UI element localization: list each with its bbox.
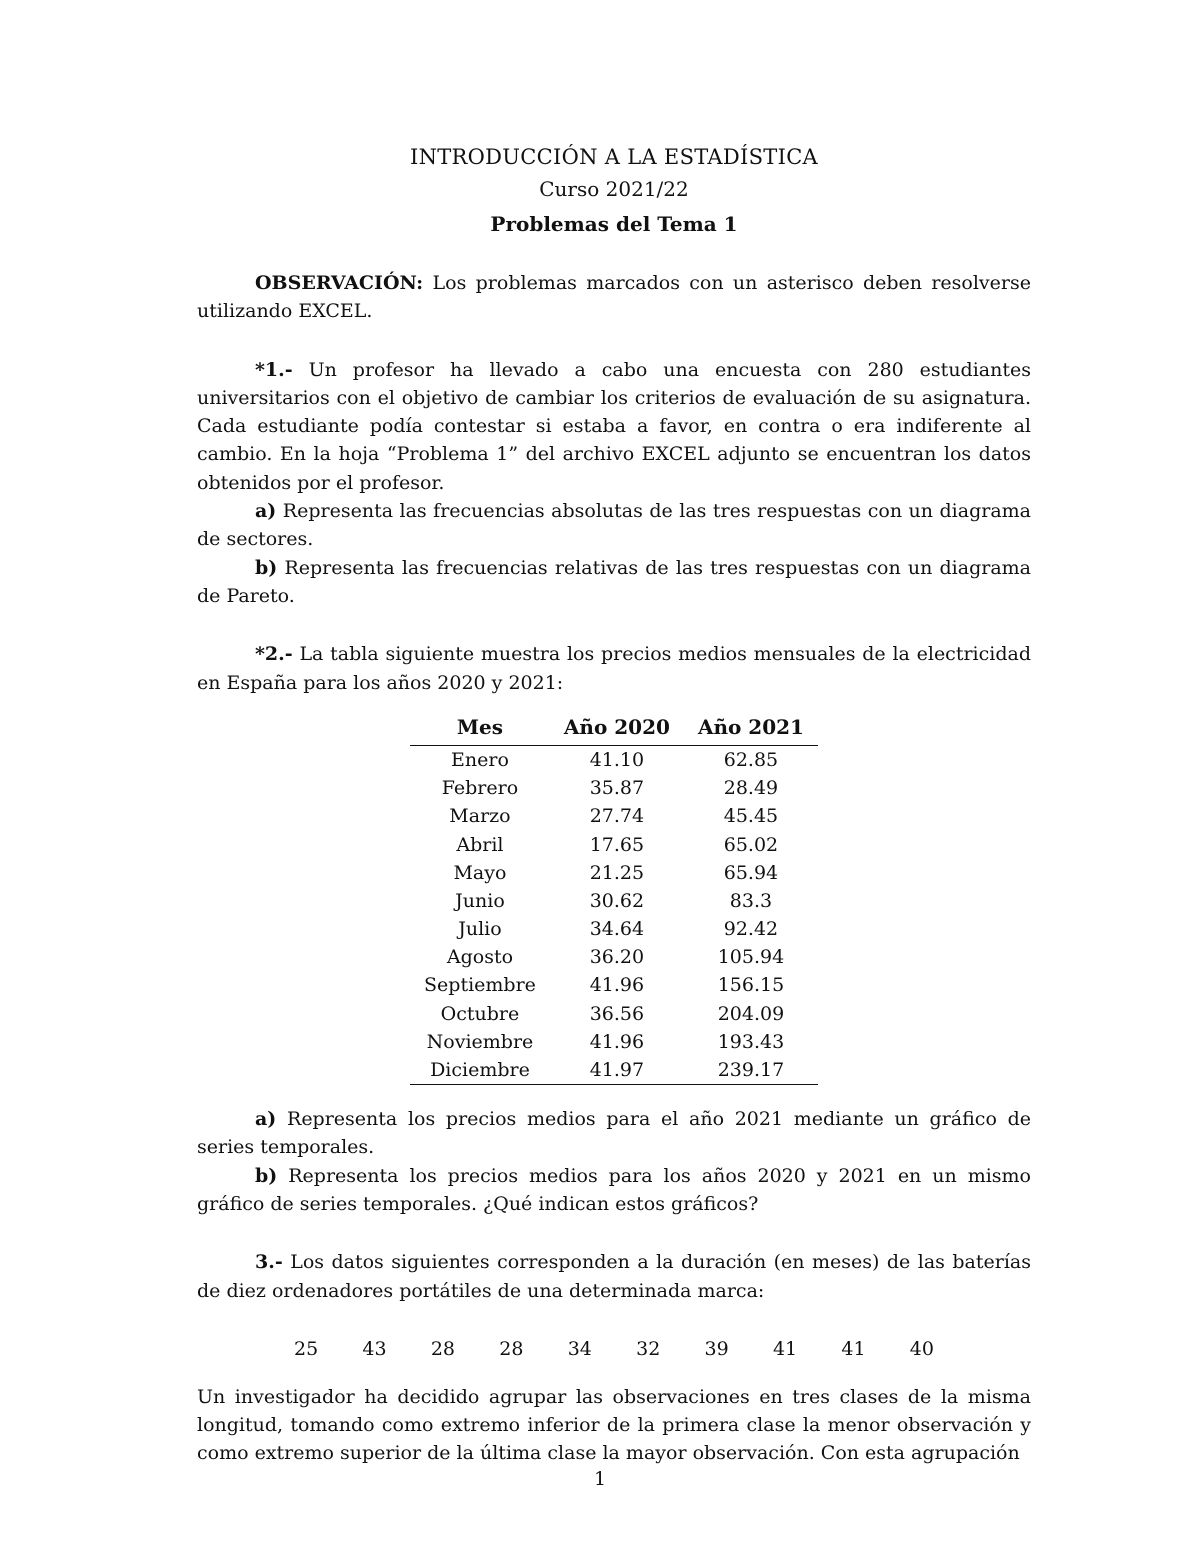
month-cell: Enero [451,748,509,771]
price-2020-cell: 36.20 [589,946,645,969]
price-2020-cell: 41.96 [589,974,645,997]
price-2021-cell: 92.42 [723,918,779,941]
month-cell: Julio [458,918,502,941]
observation-label: OBSERVACIÓN: [255,272,424,294]
problem-2-part-a [197,1105,1031,1162]
month-cell: Septiembre [424,974,536,997]
table-row [410,971,818,999]
month-cell: Febrero [441,777,519,800]
price-2021-cell: 156.15 [717,974,785,997]
problem-2-b-label: b) [255,1164,278,1187]
problem-3-text: Los datos siguientes corresponden a la duración (en meses) de las baterías de diez ordenadores portátiles de una determinada marca: [197,1251,1031,1302]
price-2021-cell: 83.3 [729,889,773,912]
price-2020-cell: 21.25 [589,861,645,884]
price-2020-cell: 41.97 [550,1056,684,1085]
problem-2-a-text: Representa los precios medios para el año 2021 mediante un gráfico de series temporales. [197,1108,1031,1159]
data-value: 43 [362,1337,387,1360]
month-cell: Marzo [449,805,511,828]
price-2021-cell: 45.45 [723,805,779,828]
month-cell: Junio [455,889,505,912]
data-value: 32 [636,1337,661,1360]
month-cell: Octubre [440,1002,520,1025]
month-cell: Noviembre [426,1030,534,1053]
price-2021-cell: 193.43 [717,1030,785,1053]
course-label: Curso 2021/22 [539,177,689,201]
price-2020-cell: 34.64 [589,918,645,941]
problem-2-b-text: Representa los precios medios para los años 2020 y 2021 en un mismo gráfico de series temporales. ¿Qué indican estos gráficos? [197,1164,1031,1215]
table-row [410,887,818,915]
problem-2-statement [197,640,1031,697]
problem-1-statement [197,356,1031,497]
page-number: 1 [593,1468,607,1490]
header-year-2021: Año 2021 [684,711,818,746]
data-value: 41 [772,1337,798,1360]
table-row [410,1000,818,1028]
table-row [410,1028,818,1056]
document-subtitle: Problemas del Tema 1 [490,212,738,236]
observation-text: Los problemas marcados con un asterisco deben resolverse utilizando EXCEL. [197,272,1031,323]
price-2020-cell: 30.62 [589,889,645,912]
month-cell: Agosto [446,946,514,969]
price-2021-cell: 62.85 [723,748,779,771]
table-row [410,915,818,943]
problem-1-text: Un profesor ha llevado a cabo una encuesta con 280 estudiantes universitarios con el objetivo de cambiar los criterios de evaluación de su asignatura. Cada estudiante podía contestar si estaba a favor, en contra o era indiferente al cambio. En la hoja “Problema 1” del archivo EXCEL adjunto se encuentran los datos obtenidos por el profesor. [197,358,1031,494]
data-value: 28 [430,1337,456,1360]
price-2021-cell: 105.94 [717,946,785,969]
problem-3-label: 3.- [255,1251,283,1274]
table-row [410,943,818,971]
table-row [410,745,818,774]
table-row [410,830,818,858]
data-value: 41 [841,1337,866,1360]
problem-1-part-b [197,554,1031,611]
table-row [410,1056,818,1085]
problem-1-label: *1.- [255,358,293,381]
data-value: 28 [499,1337,524,1360]
problem-2-label: *2.- [255,643,293,666]
price-2021-cell: 204.09 [717,1002,785,1025]
price-2021-cell: 65.94 [723,861,779,884]
problem-1-a-text: Representa las frecuencias absolutas de las tres respuestas con un diagrama de sectores. [197,500,1031,551]
data-value: 34 [567,1337,592,1360]
month-cell: Mayo [453,861,507,884]
problem-2-part-b [197,1162,1031,1219]
price-table [410,711,818,1085]
problem-1-b-label: b) [255,556,278,579]
table-row [410,859,818,887]
month-cell: Abril [456,833,504,856]
table-row [410,774,818,802]
problem-3-continuation: Un investigador ha decidido agrupar las observaciones en tres clases de la misma longitud, tomando como extremo inferior de la primera clase la menor observación y como extremo superior de la última clase la mayor observación. Con esta agrupación [197,1385,1031,1465]
page-content [197,140,1031,1468]
problem-1-part-a [197,497,1031,554]
document-title: INTRODUCCIÓN A LA ESTADÍSTICA [409,145,819,169]
month-cell: Diciembre [410,1056,550,1085]
price-2020-cell: 17.65 [589,833,645,856]
problem-2-text: La tabla siguiente muestra los precios medios mensuales de la electricidad en España para los años 2020 y 2021: [197,643,1031,694]
price-2020-cell: 27.74 [589,805,645,828]
price-2020-cell: 41.96 [589,1030,645,1053]
observation-paragraph [197,269,1031,326]
table-row [410,802,818,830]
price-2020-cell: 35.87 [589,777,645,800]
battery-data-list [294,1335,934,1363]
problem-1-a-label: a) [255,500,277,523]
problem-1-b-text: Representa las frecuencias relativas de las tres respuestas con un diagrama de Pareto. [197,556,1031,607]
price-2021-cell: 239.17 [684,1056,818,1085]
data-value: 39 [704,1337,729,1360]
price-table-header-row [410,711,818,746]
header-month: Mes [410,711,550,746]
header-year-2020: Año 2020 [550,711,684,746]
problem-3-statement [197,1248,1031,1305]
price-2020-cell: 41.10 [589,748,645,771]
price-2020-cell: 36.56 [589,1002,645,1025]
price-2021-cell: 28.49 [723,777,779,800]
data-value: 25 [294,1337,319,1360]
data-value: 40 [909,1337,934,1360]
price-2021-cell: 65.02 [723,833,779,856]
problem-2-a-label: a) [255,1108,277,1131]
